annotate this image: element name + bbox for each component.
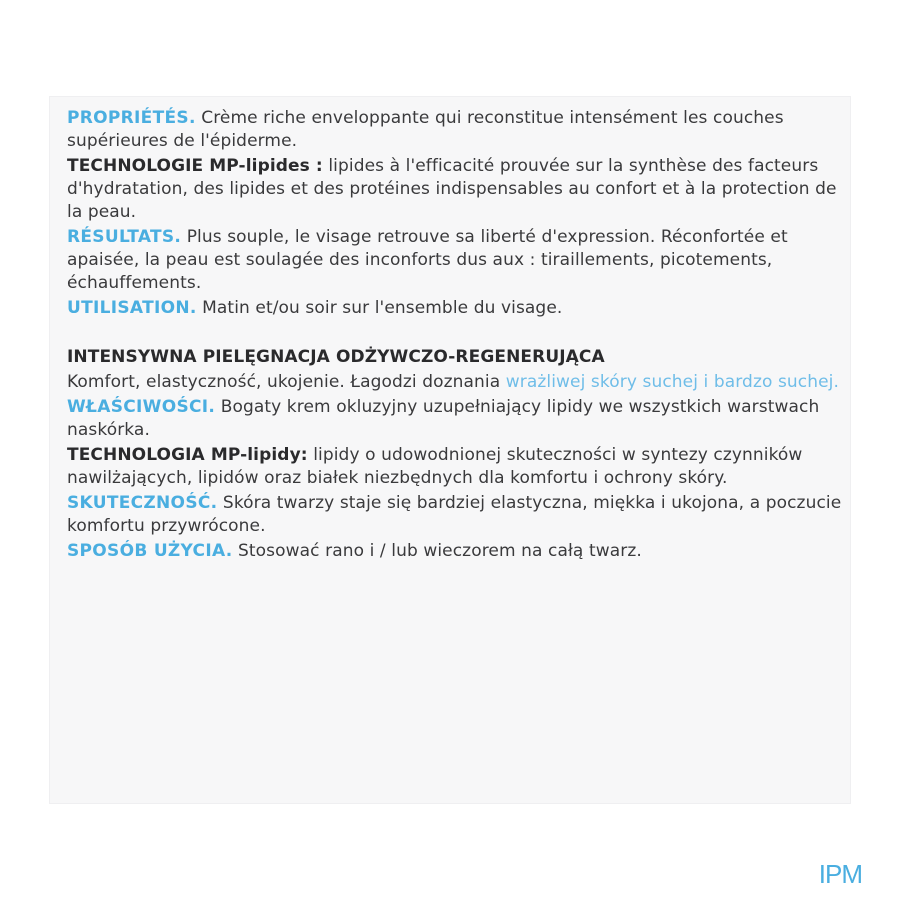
pl-usage-text: Stosować rano i / lub wieczorem na całą twarz. (238, 541, 642, 561)
pl-properties-text: Bogaty krem okluzyjny uzupełniający lipidy we wszystkich warstwach naskórka. (67, 397, 820, 440)
fr-properties-label: PROPRIÉTÉS. (67, 108, 196, 128)
fr-usage (67, 297, 847, 320)
ipm-watermark: IPM (818, 859, 862, 889)
fr-technology-label: TECHNOLOGIE MP-lipides : (67, 156, 323, 176)
pl-effectiveness-label: SKUTECZNOŚĆ. (67, 493, 218, 513)
label-panel (49, 96, 851, 804)
section-gap (67, 322, 847, 346)
pl-technology-text: lipidy o udowodnionej skuteczności w syntezy czynników nawilżających, lipidów oraz białek niezbędnych dla komfortu i ochrony skóry. (67, 445, 803, 488)
pl-effectiveness (67, 492, 847, 538)
fr-properties-text: Crème riche enveloppante qui reconstitue intensément les couches supérieures de l'épiderme. (67, 108, 784, 151)
label-text (67, 107, 847, 565)
pl-technology (67, 444, 847, 490)
pl-intro-text: Komfort, elastyczność, ukojenie. Łagodzi doznania (67, 372, 501, 392)
pl-usage (67, 540, 847, 563)
pl-intro-highlight: wrażliwej skóry suchej i bardzo suchej. (505, 372, 840, 392)
pl-technology-label: TECHNOLOGIA MP-lipidy: (67, 445, 308, 465)
pl-effectiveness-text: Skóra twarzy staje się bardziej elastyczna, miękka i ukojona, a poczucie komfortu przywrócone. (67, 493, 842, 536)
pl-heading: INTENSYWNA PIELĘGNACJA ODŻYWCZO-REGENERUJĄCA (67, 347, 605, 367)
fr-results-text: Plus souple, le visage retrouve sa liberté d'expression. Réconfortée et apaisée, la peau est soulagée des inconforts dus aux : tiraillements, picotements, échauffements. (67, 227, 788, 293)
pl-properties (67, 396, 847, 442)
fr-results (67, 226, 847, 295)
fr-usage-label: UTILISATION. (67, 298, 197, 318)
pl-properties-label: WŁAŚCIWOŚCI. (67, 397, 216, 417)
pl-intro (67, 371, 847, 394)
fr-technology-text: lipides à l'efficacité prouvée sur la synthèse des facteurs d'hydratation, des lipides et des protéines indispensables au confort et à la protection de la peau. (67, 156, 837, 222)
fr-results-label: RÉSULTATS. (67, 227, 182, 247)
fr-technology (67, 155, 847, 224)
fr-usage-text: Matin et/ou soir sur l'ensemble du visage. (202, 298, 563, 318)
fr-properties (67, 107, 847, 153)
pl-usage-label: SPOSÓB UŻYCIA. (67, 541, 233, 561)
